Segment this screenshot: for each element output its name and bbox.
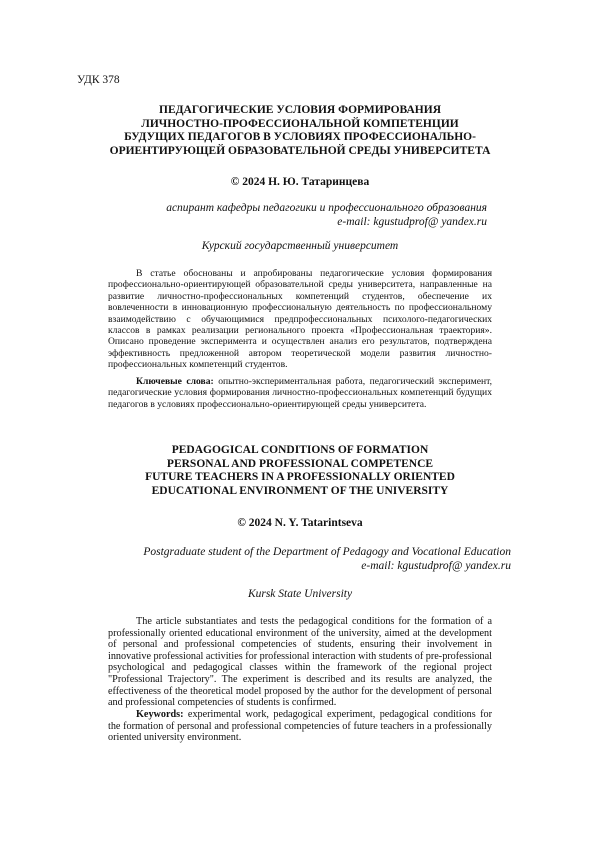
keywords-ru-text: опытно-экспериментальная работа, педагогический эксперимент, педагогические условия формирования личностно-профессиональных компетенций будущих педагогов в условиях профессионально-ориентирующей среды университета.	[108, 376, 492, 410]
position-en: Postgraduate student of the Department of Pedagogy and Vocational Education	[143, 546, 511, 558]
university-ru: Курский государственный университет	[201, 240, 399, 252]
title-en-line: EDUCATIONAL ENVIRONMENT OF THE UNIVERSITY	[151, 484, 449, 497]
affiliation-en	[71, 545, 511, 573]
position-ru: аспирант кафедры педагогики и профессионального образования	[166, 202, 487, 214]
keywords-ru	[108, 376, 492, 410]
title-ru-line: ОРИЕНТИРУЮЩЕЙ ОБРАЗОВАТЕЛЬНОЙ СРЕДЫ УНИВЕРСИТЕТА	[109, 144, 491, 157]
abstract-ru: В статье обоснованы и апробированы педагогические условия формирования профессионально-ориентирующей образовательной среды университета, направленные на развитие личностно-профессиональных компетенций студентов, обеспечение их вовлеченности в инновационную профессиональную деятельность по профессиональному взаимодействию с обучающимися предпрофессиональных психолого-педагогических классов в рамках реализации регионального проекта «Профессиональная траектория». Описано проведение эксперимента и осуществлен анализ его результатов, подтверждена эффективность предложенной автором теоретической модели развития личностно-профессиональных компетенций студентов.	[108, 268, 492, 371]
title-ru	[80, 104, 520, 158]
title-en-line: FUTURE TEACHERS IN A PROFESSIONALLY ORIENTED	[145, 471, 455, 483]
keywords-en-text: experimental work, pedagogical experiment, pedagogical conditions for the formation of personal and professional competencies of future teachers in a professionally oriented university environment.	[108, 709, 492, 744]
title-en-line: PERSONAL AND PROFESSIONAL COMPETENCE	[166, 457, 434, 470]
keywords-ru-label: Ключевые слова:	[136, 376, 214, 387]
keywords-en	[108, 709, 492, 744]
author-ru: © 2024 Н. Ю. Татаринцева	[230, 176, 370, 188]
title-ru-line: ЛИЧНОСТНО-ПРОФЕССИОНАЛЬНОЙ КОМПЕТЕНЦИИ	[141, 117, 459, 130]
keywords-en-label: Keywords:	[136, 709, 184, 720]
university-en: Kursk State University	[247, 588, 353, 600]
title-en	[80, 444, 520, 498]
title-ru-line: БУДУЩИХ ПЕДАГОГОВ В УСЛОВИЯХ ПРОФЕССИОНАЛЬНО-	[124, 131, 476, 143]
udk-code: УДК 378	[77, 74, 120, 86]
email-en: e-mail: kgustudprof@ yandex.ru	[361, 560, 511, 572]
abstract-en: The article substantiates and tests the pedagogical conditions for the formation of a professionally oriented educational environment of the university, aimed at the development of personal and professional competencies of students, ensuring their involvement in innovative professional activities for professional interaction with students of pre-professional psychological and pedagogical classes within the framework of the regional project "Professional Trajectory". The experiment is described and its results are analyzed, the effectiveness of the theoretical model proposed by the author for the development of personal and professional competencies of students is confirmed.	[108, 616, 492, 709]
author-en: © 2024 N. Y. Tatarintseva	[237, 517, 363, 529]
email-ru: e-mail: kgustudprof@ yandex.ru	[337, 216, 487, 228]
title-en-line: PEDAGOGICAL CONDITIONS OF FORMATION	[171, 444, 429, 456]
title-ru-line: ПЕДАГОГИЧЕСКИЕ УСЛОВИЯ ФОРМИРОВАНИЯ	[159, 104, 441, 116]
affiliation-ru	[87, 201, 487, 229]
